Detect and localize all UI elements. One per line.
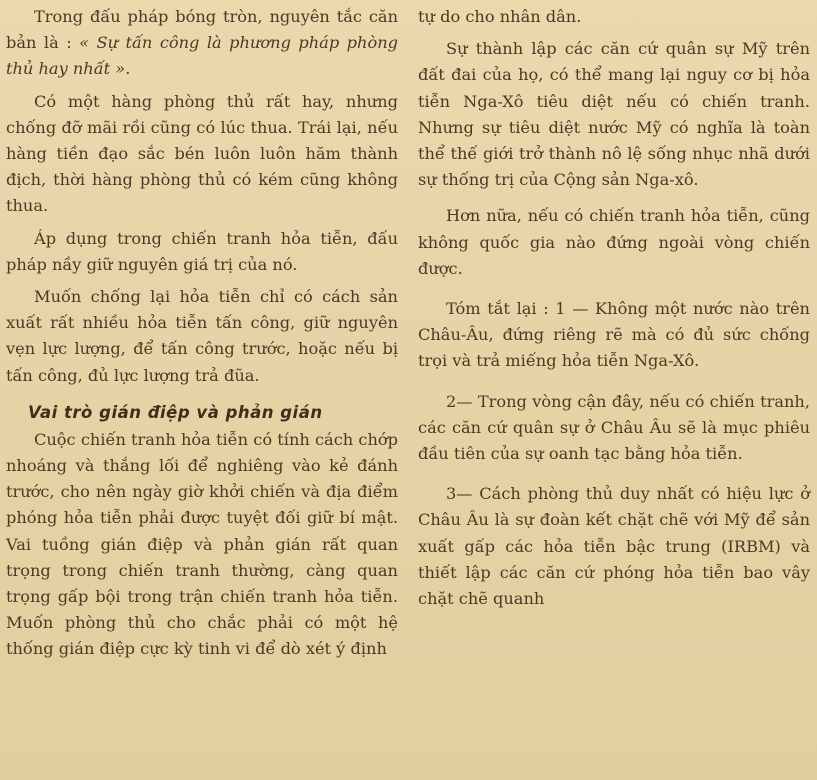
paragraph: Tóm tắt lại : 1 — Không một nước nào trên Châu-Âu, đứng riêng rẽ mà có đủ sức chống trọi và trả miếng hỏa tiễn Nga-Xô. <box>418 299 810 371</box>
paragraph <box>6 4 398 83</box>
paragraph-continuation: tự do cho nhân dân. <box>418 7 582 26</box>
paragraph-text: Trong đấu pháp bóng tròn, nguyên tắc căn bản là : <box>6 7 398 53</box>
paragraph: Áp dụng trong chiến tranh hỏa tiễn, đấu pháp nầy giữ nguyên giá trị của nó. <box>6 228 398 274</box>
right-text-column <box>418 0 810 780</box>
paragraph: Muốn chống lại hỏa tiễn chỉ có cách sản xuất rất nhiều hỏa tiễn tấn công, giữ nguyên vẹn lực lượng, để tấn công trước, hoặc nếu bị tấn công, đủ lực lượng trả đũa. <box>6 287 398 385</box>
section-heading: Vai trò gián điệp và phản gián <box>28 402 323 422</box>
punctuation: . <box>125 59 131 79</box>
quoted-principle: « Sự tấn công là phương pháp phòng thủ hay nhất » <box>6 33 398 79</box>
paragraph: Cuộc chiến tranh hỏa tiễn có tính cách chớp nhoáng và thắng lối để nghiêng vào kẻ đánh trước, cho nên ngày giờ khởi chiến và địa điểm phóng hỏa tiễn phải được tuyệt đối giữ bí mật. Vai tuồng gián điệp và phản gián rất quan trọng trong chiến tranh thường, càng quan trọng gấp bội trong trận chiến tranh hỏa tiễn. Muốn phòng thủ cho chắc phải có một hệ thống gián điệp cực kỳ tinh vi để dò xét ý định <box>6 429 398 659</box>
paragraph: 3— Cách phòng thủ duy nhất có hiệu lực ở Châu Âu là sự đoàn kết chặt chẽ với Mỹ để sản xuất gấp các hỏa tiễn bậc trung (IRBM) và thiết lập các căn cứ phóng hỏa tiễn bao vây chặt chẽ quanh <box>418 484 810 609</box>
paragraph: 2— Trong vòng cận đây, nếu có chiến tranh, các căn cứ quân sự ở Châu Âu sẽ là mục phiêu đầu tiên của sự oanh tạc bằng hỏa tiễn. <box>418 391 810 464</box>
paragraph: Có một hàng phòng thủ rất hay, nhưng chống đỡ mãi rồi cũng có lúc thua. Trái lại, nếu hàng tiền đạo sắc bén luôn luôn hăm thành địch, thời hàng phòng thủ có kém cũng không thua. <box>6 91 398 216</box>
paragraph: Hơn nữa, nếu có chiến tranh hỏa tiễn, cũng không quốc gia nào đứng ngoài vòng chiến được. <box>418 206 810 278</box>
left-text-column <box>6 0 398 780</box>
paragraph: Sự thành lập các căn cứ quân sự Mỹ trên đất đai của họ, có thể mang lại nguy cơ bị hỏa tiễn Nga-Xô tiêu diệt nếu có chiến tranh. Nhưng sự tiêu diệt nước Mỹ có nghĩa là toàn thể thế giới trở thành nô lệ sống nhục nhã dưới sự thống trị của Cộng sản Nga-xô. <box>418 39 810 190</box>
